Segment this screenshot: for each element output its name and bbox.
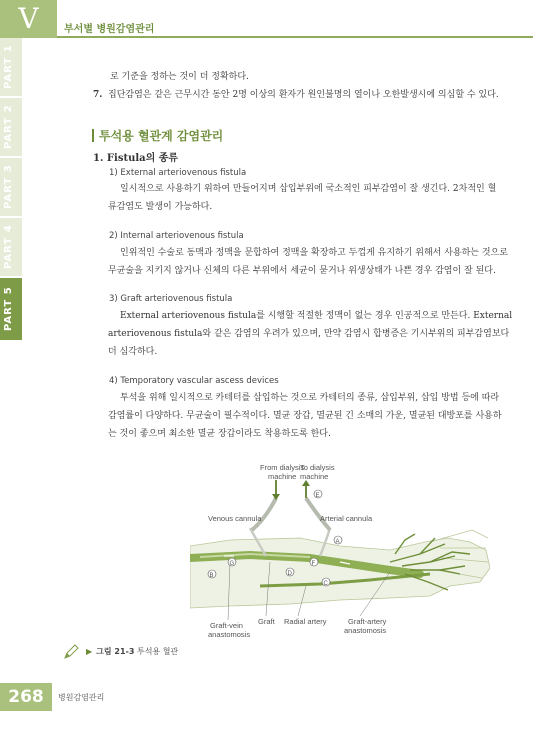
figure-caption	[86, 646, 178, 657]
paragraph-line: 집단감염은 같은 근무시간 동안 2명 이상의 환자가 원인불명의 열이나 오한발생시에 의심할 수 있다.	[108, 90, 499, 100]
paragraph-line: 더 심각하다.	[108, 347, 158, 357]
svg-text:D: D	[287, 571, 292, 577]
part-tab-1[interactable]	[0, 38, 22, 96]
page-number: 268	[8, 687, 44, 707]
label-to-dialysis: To dialysis	[300, 463, 335, 472]
paragraph-line: 감염률이 다양하다. 무균술이 필수적이다. 멸균 장갑, 멸균된 긴 소매의 가운, 멸균된 대방포를 사용하	[108, 411, 502, 421]
label-from-dialysis-2: machine	[268, 472, 297, 481]
footer-book-title: 병원감염관리	[58, 693, 105, 702]
svg-text:F: F	[311, 561, 316, 567]
svg-text:E: E	[315, 493, 320, 499]
label-graft-vein-2: anastomosis	[208, 630, 251, 639]
paragraph-line: External arteriovenous fistula를 시행할 적절한 정맥이 없는 경우 인공적으로 만든다. External	[120, 311, 513, 321]
label-radial-artery: Radial artery	[284, 617, 327, 626]
heading-bar	[92, 129, 94, 142]
paragraph-line: 투석을 위해 일시적으로 카테터를 삽입하는 것으로 카테터의 종류, 삽입부위, 삽입 방법 등에 따라	[120, 393, 500, 403]
paragraph-line: arteriovenous fistula와 같은 감염의 우려가 있으며, 만약 감염시 합병증은 기시부위의 피부감염보다	[108, 329, 510, 339]
svg-text:B: B	[209, 573, 214, 579]
part-tab-label: PART 3	[3, 164, 14, 210]
part-tab-4[interactable]	[0, 218, 22, 276]
item-heading: 3) Graft arteriovenous fistula	[109, 294, 233, 304]
part-tab-3[interactable]	[0, 158, 22, 216]
forearm-outline	[190, 538, 490, 608]
triangle-bullet-icon: ▶	[86, 647, 93, 656]
svg-text:C: C	[323, 581, 328, 587]
chapter-number: V	[18, 2, 39, 35]
paragraph-line: 무균술을 지키지 않거나 신체의 다른 부위에서 세균이 묻거나 위생상태가 나쁜 경우 감염이 잘 된다.	[108, 266, 496, 276]
marker-e	[314, 490, 322, 499]
marker-a	[334, 536, 342, 545]
svg-text:G: G	[229, 561, 235, 567]
paragraph-line: 로 기준을 정하는 것이 더 정확하다.	[110, 72, 249, 82]
pencil-icon	[62, 643, 80, 661]
section-heading	[92, 127, 223, 144]
label-arterial-cannula: Arterial cannula	[320, 514, 373, 523]
subsection-heading: 1. Fistula의 종류	[93, 153, 179, 164]
section-heading-text: 투석용 혈관계 감염관리	[99, 129, 224, 143]
part-tab-5[interactable]	[0, 278, 22, 340]
part-tab-2[interactable]	[0, 98, 22, 156]
label-graft-artery: Graft-artery	[348, 617, 387, 626]
label-to-dialysis-2: machine	[300, 472, 329, 481]
label-graft: Graft	[258, 617, 275, 626]
caption-text: 투석용 혈관	[136, 647, 179, 656]
part-tab-label: PART 5	[3, 286, 14, 332]
item-number: 7.	[93, 90, 103, 100]
item-heading: 1) External arteriovenous fistula	[109, 168, 247, 178]
part-tab-label: PART 1	[3, 44, 14, 90]
label-venous-cannula: Venous cannula	[208, 514, 262, 523]
caption-label: 그림 21-3	[96, 647, 135, 656]
dialysis-access-diagram	[190, 458, 490, 643]
page-header	[0, 0, 533, 38]
running-header-title: 부서별 병원감염관리	[64, 24, 155, 35]
part-tabs	[0, 38, 22, 343]
paragraph-line: 일시적으로 사용하기 위하여 만들어지며 삽입부위에 국소적인 피부감염이 잘 생긴다. 2차적인 혈	[120, 184, 497, 194]
header-rule	[57, 36, 533, 38]
item-heading: 4) Temporatory vascular ascess devices	[109, 376, 279, 386]
label-graft-vein: Graft-vein	[210, 621, 243, 630]
paragraph-line: 는 것이 좋으며 최소한 멸균 장갑이라도 착용하도록 한다.	[108, 429, 331, 439]
paragraph-line: 인위적인 수술로 동맥과 정맥을 문합하여 정맥을 확장하고 두껍게 유지하기 위해서 사용하는 것으로	[120, 248, 508, 258]
part-tab-label: PART 4	[3, 224, 14, 270]
label-graft-artery-2: anastomosis	[344, 626, 387, 635]
paragraph-line: 류감염도 발생이 가능하다.	[108, 202, 213, 212]
item-heading: 2) Internal arteriovenous fistula	[109, 231, 244, 241]
part-tab-label: PART 2	[3, 104, 14, 150]
label-from-dialysis: From dialysis	[260, 463, 305, 472]
svg-text:A: A	[335, 539, 340, 545]
